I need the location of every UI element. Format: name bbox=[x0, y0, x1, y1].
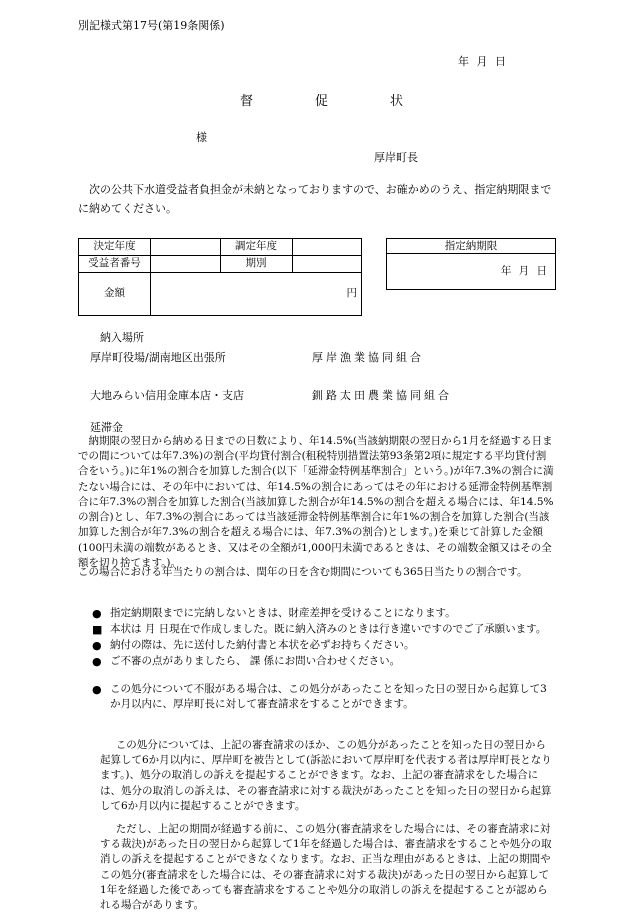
due-date-label: 指定納期限 bbox=[387, 239, 555, 254]
amount-cell bbox=[151, 272, 362, 315]
notice-text: 本状は 月 日現在で作成しました。既に納入済みのときは行き違いですのでご了承願います。 bbox=[110, 622, 547, 635]
decision-year-value bbox=[151, 239, 221, 256]
payment-place-agri-coop: 釧路太田農業協同組合 bbox=[312, 389, 452, 402]
due-date-value: 年 月 日 bbox=[500, 265, 549, 277]
payment-place-heading: 納入場所 bbox=[100, 331, 144, 344]
payment-place-fishery-coop: 厚岸漁業協同組合 bbox=[312, 351, 424, 364]
form-number: 別記様式第17号(第19条関係) bbox=[78, 19, 225, 32]
installment-label: 期別 bbox=[220, 255, 292, 272]
appeal-notice-text: この処分について不服がある場合は、この処分があったことを知った日の翌日から起算して3か月以内に、厚岸町長に対して審査請求をすることができます。 bbox=[110, 682, 547, 710]
bullet-icon: ● bbox=[92, 607, 102, 620]
charge-info-table bbox=[78, 238, 362, 316]
notice-text: ご不審の点がありましたら、 課 係にお問い合わせください。 bbox=[110, 654, 401, 667]
notice-bullets bbox=[92, 606, 554, 712]
document-title: 督促状 bbox=[240, 94, 466, 109]
decision-year-label: 決定年度 bbox=[79, 239, 151, 256]
assessment-year-value bbox=[292, 239, 362, 256]
issue-date: 年 月 日 bbox=[458, 55, 508, 68]
notice-item bbox=[92, 606, 554, 622]
installment-value bbox=[292, 255, 362, 272]
notice-text: 指定納期限までに完納しないときは、財産差押を受けることになります。 bbox=[110, 607, 456, 619]
bullet-icon: ● bbox=[92, 638, 102, 652]
bullet-icon: ● bbox=[92, 682, 102, 696]
beneficiary-number-label: 受益者番号 bbox=[79, 255, 151, 272]
addressee-suffix: 様 bbox=[196, 131, 207, 144]
notice-item bbox=[92, 622, 554, 638]
amount-label: 金額 bbox=[79, 272, 151, 315]
late-fee-tail: この場合における年当たりの割合は、閏年の日を含む期間についても365日当たりの割合です。 bbox=[78, 566, 528, 578]
due-date-box bbox=[386, 238, 556, 290]
beneficiary-number-value bbox=[151, 255, 221, 272]
notice-text: 納付の際は、先に送付した納付書と本状を必ずお持ちください。 bbox=[110, 638, 415, 651]
payment-place-credit-bank: 大地みらい信用金庫本店・支店 bbox=[90, 389, 244, 402]
bullet-icon: ● bbox=[92, 654, 102, 668]
late-fee-body: 納期限の翌日から納める日までの日数により、年14.5%(当該納期限の翌日から1月を経過する日までの間については年7.3%)の割合(平均貸付割合(租税特別措置法第93条第2項に規定する平均貸付割合をいう。)に年1%の割合を加算した割合(以下「延滞金特例基準割合」という。)が年7.3%の割合に満たない場合には、その年中においては、年14.5%の割合にあってはその年における延滞金特例基準割合に年7.3%の割合を加算した割合(当該加算した割合が年14.5%の割合を超える場合には、年14.5%の割合)とし、年7.3%の割合にあっては当該延滞金特例基準割合に年1%の割合を加算した割合(当該加算した割合が年7.3%の割合を超える場合には、年7.3%の割合)とします。)を乗じて計算した金額(100円未満の端数があるとき、又はその全額が1,000円未満であるときは、その端数金額又はその全額を切り捨てます。)。 bbox=[78, 435, 554, 569]
appeal-paragraph-1: この処分については、上記の審査請求のほか、この処分があったことを知った日の翌日から起算して6か月以内に、厚岸町を被告として(訴訟において厚岸町を代表する者は厚岸町長となります。)、処分の取消しの訴えを提起することができます。なお、上記の審査請求をした場合には、処分の取消しの訴えは、その審査請求に対する裁決があったことを知った日の翌日から起算して6か月以内に提起することができます。 bbox=[100, 739, 552, 812]
bullet-icon: ■ bbox=[92, 622, 103, 636]
notice-item bbox=[92, 654, 554, 670]
payment-place-town-office: 厚岸町役場/湖南地区出張所 bbox=[90, 351, 226, 364]
appeal-paragraph-2: ただし、上記の期間が経過する前に、この処分(審査請求をした場合には、その審査請求に対する裁決)があった日の翌日から起算して1年を経過した場合は、審査請求をすることや処分の取消しの訴えを提起することができなくなります。なお、正当な理由があるときは、上記の期間やこの処分(審査請求をした場合には、その審査請求に対する裁決)があった日の翌日から起算して1年を経過した後であっても審査請求をすることや処分の取消しの訴えを提起することが認められる場合があります。 bbox=[100, 823, 552, 912]
issuer-name: 厚岸町長 bbox=[374, 151, 418, 164]
assessment-year-label: 調定年度 bbox=[220, 239, 292, 256]
intro-paragraph: 次の公共下水道受益者負担金が未納となっておりますので、お確かめのうえ、指定納期限までに納めてください。 bbox=[78, 183, 552, 216]
late-fee-heading: 延滞金 bbox=[90, 421, 123, 434]
notice-item bbox=[92, 638, 554, 654]
appeal-notice-item bbox=[92, 682, 554, 712]
yen-unit: 円 bbox=[346, 286, 357, 299]
